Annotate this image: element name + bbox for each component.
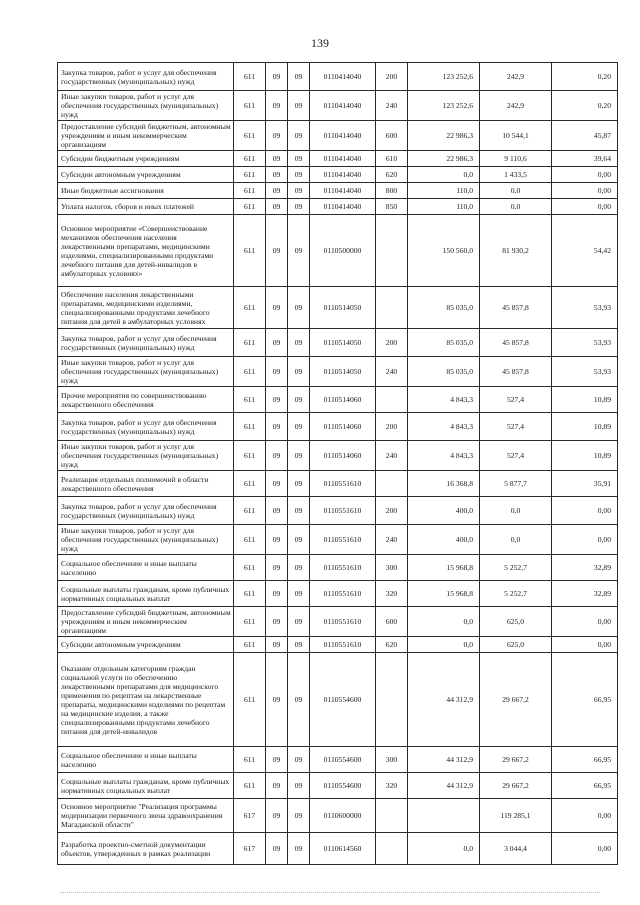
row-grbs: 611: [234, 471, 266, 497]
row-subsection: 09: [288, 441, 310, 471]
row-actual-amount: 0,0: [480, 497, 552, 525]
row-percent: 39,64: [552, 151, 618, 167]
row-target-article: 0110414040: [310, 151, 376, 167]
row-name: Субсидии автономным учреждениям: [58, 167, 234, 183]
row-expense-type: 610: [376, 151, 408, 167]
row-subsection: 09: [288, 653, 310, 747]
row-name: Социальное обеспечение и иные выплаты населению: [58, 555, 234, 581]
table-row: [58, 497, 618, 525]
row-section: 09: [266, 525, 288, 555]
row-percent: 0,20: [552, 63, 618, 91]
row-subsection: 09: [288, 471, 310, 497]
row-name: Субсидии автономным учреждениям: [58, 637, 234, 653]
row-target-article: 0110514060: [310, 413, 376, 441]
row-expense-type: 850: [376, 199, 408, 215]
row-subsection: 09: [288, 151, 310, 167]
row-actual-amount: 0,0: [480, 183, 552, 199]
row-section: 09: [266, 183, 288, 199]
row-actual-amount: 29 667,2: [480, 773, 552, 799]
row-grbs: 611: [234, 497, 266, 525]
row-subsection: 09: [288, 525, 310, 555]
row-percent: 53,93: [552, 357, 618, 387]
row-actual-amount: 1 433,5: [480, 167, 552, 183]
row-grbs: 611: [234, 287, 266, 329]
row-section: 09: [266, 773, 288, 799]
row-grbs: 611: [234, 773, 266, 799]
row-grbs: 611: [234, 215, 266, 287]
row-grbs: 611: [234, 413, 266, 441]
row-plan-amount: 400,0: [408, 525, 480, 555]
row-subsection: 09: [288, 607, 310, 637]
row-expense-type: [376, 287, 408, 329]
row-name: Социальное обеспечение и иные выплаты населению: [58, 747, 234, 773]
row-grbs: 611: [234, 91, 266, 121]
row-grbs: 611: [234, 653, 266, 747]
row-target-article: 0110514050: [310, 357, 376, 387]
row-actual-amount: 527,4: [480, 413, 552, 441]
row-target-article: 0110514060: [310, 441, 376, 471]
row-name: Разработка проектно-сметной документации объектов, утвержденных в рамках реализации: [58, 833, 234, 865]
row-expense-type: 800: [376, 183, 408, 199]
row-name: Социальные выплаты гражданам, кроме публичных нормативных социальных выплат: [58, 581, 234, 607]
row-subsection: 09: [288, 637, 310, 653]
row-section: 09: [266, 199, 288, 215]
row-target-article: 0110414040: [310, 183, 376, 199]
row-expense-type: 240: [376, 357, 408, 387]
row-percent: 0,00: [552, 167, 618, 183]
row-target-article: 0110551610: [310, 581, 376, 607]
table-row: [58, 357, 618, 387]
row-plan-amount: 85 035,0: [408, 287, 480, 329]
row-percent: 0,00: [552, 637, 618, 653]
row-target-article: 0110554600: [310, 653, 376, 747]
row-name: Обеспечение населения лекарственными препаратами, медицинскими изделиями, специализированными продуктами лечебного питания для детей в амбулаторных условиях: [58, 287, 234, 329]
row-grbs: 611: [234, 183, 266, 199]
row-actual-amount: 10 544,1: [480, 121, 552, 151]
row-name: Иные закупки товаров, работ и услуг для обеспечения государственных (муниципальных) нужд: [58, 91, 234, 121]
row-subsection: 09: [288, 199, 310, 215]
row-expense-type: [376, 215, 408, 287]
row-expense-type: 600: [376, 121, 408, 151]
row-section: 09: [266, 329, 288, 357]
row-percent: 0,20: [552, 91, 618, 121]
row-name: Оказание отдельным категориям граждан социальной услуги по обеспечению лекарственными препаратами для медицинского применения по рецептам на лекарственные препараты, медицинскими изделиями по рецептам на медицинские изделия, а также специализированными продуктами лечебного питания для детей-инвалидов: [58, 653, 234, 747]
row-subsection: 09: [288, 555, 310, 581]
row-subsection: 09: [288, 91, 310, 121]
row-plan-amount: 0,0: [408, 167, 480, 183]
row-name: Основное мероприятие "Реализация программы модернизации первичного звена здравоохранения Магаданской области": [58, 799, 234, 833]
row-section: 09: [266, 555, 288, 581]
row-section: 09: [266, 581, 288, 607]
row-grbs: 611: [234, 637, 266, 653]
table-row: [58, 91, 618, 121]
row-name: Предоставление субсидий бюджетным, автономным учреждениям и иным некоммерческим организациям: [58, 607, 234, 637]
table-row: [58, 183, 618, 199]
row-name: Прочие мероприятия по совершенствованию лекарственного обеспечения: [58, 387, 234, 413]
row-percent: 53,93: [552, 287, 618, 329]
row-section: 09: [266, 653, 288, 747]
row-percent: 53,93: [552, 329, 618, 357]
row-plan-amount: 110,0: [408, 199, 480, 215]
row-section: 09: [266, 121, 288, 151]
table-row: [58, 121, 618, 151]
row-section: 09: [266, 833, 288, 865]
row-percent: 66,95: [552, 747, 618, 773]
budget-table-container: [57, 62, 617, 865]
table-row: [58, 151, 618, 167]
row-grbs: 611: [234, 329, 266, 357]
row-plan-amount: 85 035,0: [408, 329, 480, 357]
row-target-article: 0110414040: [310, 63, 376, 91]
row-grbs: 611: [234, 387, 266, 413]
row-name: Иные закупки товаров, работ и услуг для обеспечения государственных (муниципальных) нужд: [58, 441, 234, 471]
row-target-article: 0110600000: [310, 799, 376, 833]
row-section: 09: [266, 413, 288, 441]
row-target-article: 0110554600: [310, 773, 376, 799]
row-plan-amount: 110,0: [408, 183, 480, 199]
row-section: 09: [266, 747, 288, 773]
table-row: [58, 167, 618, 183]
row-plan-amount: 16 368,8: [408, 471, 480, 497]
row-plan-amount: 15 968,8: [408, 581, 480, 607]
row-name: Субсидии бюджетным учреждениям: [58, 151, 234, 167]
row-target-article: 0110500000: [310, 215, 376, 287]
row-subsection: 09: [288, 773, 310, 799]
row-expense-type: [376, 653, 408, 747]
row-subsection: 09: [288, 799, 310, 833]
row-grbs: 611: [234, 525, 266, 555]
row-target-article: 0110551610: [310, 497, 376, 525]
row-actual-amount: 0,0: [480, 199, 552, 215]
row-percent: 0,00: [552, 833, 618, 865]
row-actual-amount: 3 044,4: [480, 833, 552, 865]
row-expense-type: 200: [376, 329, 408, 357]
row-target-article: 0110514060: [310, 387, 376, 413]
row-subsection: 09: [288, 413, 310, 441]
row-percent: 66,95: [552, 653, 618, 747]
row-name: Социальные выплаты гражданам, кроме публичных нормативных социальных выплат: [58, 773, 234, 799]
row-target-article: 0110551610: [310, 555, 376, 581]
row-subsection: 09: [288, 63, 310, 91]
row-expense-type: [376, 833, 408, 865]
row-subsection: 09: [288, 121, 310, 151]
row-actual-amount: 29 667,2: [480, 747, 552, 773]
row-percent: 10,89: [552, 413, 618, 441]
row-actual-amount: 29 667,2: [480, 653, 552, 747]
row-name: Основное мероприятие «Совершенствование механизмов обеспечения населения лекарственными препаратами, медицинскими изделиями, специализированными продуктами лечебного питания для детей-инвалидов в амбулаторных условиях»: [58, 215, 234, 287]
row-plan-amount: 4 843,3: [408, 387, 480, 413]
row-grbs: 617: [234, 799, 266, 833]
row-grbs: 611: [234, 607, 266, 637]
row-expense-type: 320: [376, 773, 408, 799]
row-grbs: 611: [234, 167, 266, 183]
row-actual-amount: 5 252,7: [480, 581, 552, 607]
table-row: [58, 833, 618, 865]
row-actual-amount: 242,9: [480, 91, 552, 121]
row-subsection: 09: [288, 387, 310, 413]
row-actual-amount: 81 930,2: [480, 215, 552, 287]
row-grbs: 611: [234, 581, 266, 607]
row-name: Уплата налогов, сборов и иных платежей: [58, 199, 234, 215]
row-actual-amount: 625,0: [480, 607, 552, 637]
row-actual-amount: 625,0: [480, 637, 552, 653]
row-section: 09: [266, 151, 288, 167]
row-actual-amount: 45 857,8: [480, 287, 552, 329]
table-row: [58, 607, 618, 637]
row-plan-amount: 85 035,0: [408, 357, 480, 387]
table-row: [58, 555, 618, 581]
row-expense-type: 200: [376, 497, 408, 525]
row-grbs: 611: [234, 199, 266, 215]
row-section: 09: [266, 387, 288, 413]
row-percent: 0,00: [552, 497, 618, 525]
row-actual-amount: 242,9: [480, 63, 552, 91]
row-plan-amount: 150 560,0: [408, 215, 480, 287]
row-expense-type: 620: [376, 167, 408, 183]
row-subsection: 09: [288, 747, 310, 773]
row-target-article: 0110551610: [310, 471, 376, 497]
row-percent: 10,89: [552, 441, 618, 471]
row-name: Закупка товаров, работ и услуг для обеспечения государственных (муниципальных) нужд: [58, 413, 234, 441]
row-section: 09: [266, 91, 288, 121]
table-row: [58, 799, 618, 833]
table-row: [58, 287, 618, 329]
row-expense-type: [376, 471, 408, 497]
row-section: 09: [266, 167, 288, 183]
row-name: Иные закупки товаров, работ и услуг для обеспечения государственных (муниципальных) нужд: [58, 525, 234, 555]
row-percent: 45,87: [552, 121, 618, 151]
row-plan-amount: 44 312,9: [408, 653, 480, 747]
row-grbs: 611: [234, 151, 266, 167]
row-expense-type: 240: [376, 441, 408, 471]
row-expense-type: 600: [376, 607, 408, 637]
row-expense-type: 200: [376, 413, 408, 441]
row-plan-amount: [408, 799, 480, 833]
row-name: Закупка товаров, работ и услуг для обеспечения государственных (муниципальных) нужд: [58, 63, 234, 91]
budget-table-body: [58, 63, 618, 865]
table-row: [58, 441, 618, 471]
table-row: [58, 387, 618, 413]
table-row: [58, 773, 618, 799]
row-expense-type: 300: [376, 555, 408, 581]
table-row: [58, 63, 618, 91]
row-section: 09: [266, 357, 288, 387]
row-plan-amount: 0,0: [408, 637, 480, 653]
row-subsection: 09: [288, 357, 310, 387]
row-target-article: 0110614560: [310, 833, 376, 865]
row-target-article: 0110551610: [310, 525, 376, 555]
row-actual-amount: 5 877,7: [480, 471, 552, 497]
row-actual-amount: 527,4: [480, 441, 552, 471]
row-percent: 66,95: [552, 773, 618, 799]
row-section: 09: [266, 497, 288, 525]
table-row: [58, 581, 618, 607]
row-grbs: 611: [234, 441, 266, 471]
row-name: Предоставление субсидий бюджетным, автономным учреждениям и иным некоммерческим организациям: [58, 121, 234, 151]
row-plan-amount: 22 986,3: [408, 121, 480, 151]
row-section: 09: [266, 637, 288, 653]
row-percent: 0,00: [552, 183, 618, 199]
row-actual-amount: 45 857,8: [480, 357, 552, 387]
row-grbs: 617: [234, 833, 266, 865]
row-target-article: 0110514050: [310, 287, 376, 329]
row-expense-type: 620: [376, 637, 408, 653]
table-row: [58, 747, 618, 773]
row-actual-amount: 0,0: [480, 525, 552, 555]
row-section: 09: [266, 799, 288, 833]
row-plan-amount: 123 252,6: [408, 63, 480, 91]
row-actual-amount: 45 857,8: [480, 329, 552, 357]
table-row: [58, 215, 618, 287]
row-plan-amount: 0,0: [408, 607, 480, 637]
table-row: [58, 413, 618, 441]
row-expense-type: 240: [376, 525, 408, 555]
table-row: [58, 329, 618, 357]
row-expense-type: [376, 387, 408, 413]
table-row: [58, 653, 618, 747]
budget-table: [57, 62, 618, 865]
row-name: Закупка товаров, работ и услуг для обеспечения государственных (муниципальных) нужд: [58, 329, 234, 357]
table-row: [58, 637, 618, 653]
row-grbs: 611: [234, 63, 266, 91]
row-plan-amount: 15 968,8: [408, 555, 480, 581]
row-target-article: 0110414040: [310, 199, 376, 215]
row-target-article: 0110414040: [310, 91, 376, 121]
row-grbs: 611: [234, 357, 266, 387]
row-plan-amount: 4 843,3: [408, 413, 480, 441]
row-target-article: 0110414040: [310, 121, 376, 151]
row-plan-amount: 22 986,3: [408, 151, 480, 167]
row-plan-amount: 4 843,3: [408, 441, 480, 471]
row-target-article: 0110551610: [310, 607, 376, 637]
table-row: [58, 525, 618, 555]
row-section: 09: [266, 287, 288, 329]
row-subsection: 09: [288, 581, 310, 607]
row-name: Реализация отдельных полномочий в области лекарственного обеспечения: [58, 471, 234, 497]
row-percent: 0,00: [552, 607, 618, 637]
row-target-article: 0110554600: [310, 747, 376, 773]
row-actual-amount: 9 110,6: [480, 151, 552, 167]
table-row: [58, 199, 618, 215]
row-plan-amount: 44 312,9: [408, 773, 480, 799]
row-percent: 32,89: [552, 555, 618, 581]
row-percent: 35,91: [552, 471, 618, 497]
row-section: 09: [266, 471, 288, 497]
row-actual-amount: 527,4: [480, 387, 552, 413]
row-plan-amount: 123 252,6: [408, 91, 480, 121]
row-subsection: 09: [288, 833, 310, 865]
row-section: 09: [266, 215, 288, 287]
table-row: [58, 471, 618, 497]
row-grbs: 611: [234, 121, 266, 151]
row-percent: 0,00: [552, 199, 618, 215]
row-percent: 32,89: [552, 581, 618, 607]
row-grbs: 611: [234, 555, 266, 581]
row-expense-type: 300: [376, 747, 408, 773]
row-grbs: 611: [234, 747, 266, 773]
row-expense-type: 240: [376, 91, 408, 121]
row-target-article: 0110514050: [310, 329, 376, 357]
row-plan-amount: 44 312,9: [408, 747, 480, 773]
row-plan-amount: 400,0: [408, 497, 480, 525]
row-target-article: 0110551610: [310, 637, 376, 653]
row-expense-type: [376, 799, 408, 833]
row-name: Иные закупки товаров, работ и услуг для обеспечения государственных (муниципальных) нужд: [58, 357, 234, 387]
row-subsection: 09: [288, 183, 310, 199]
row-name: Закупка товаров, работ и услуг для обеспечения государственных (муниципальных) нужд: [58, 497, 234, 525]
row-subsection: 09: [288, 287, 310, 329]
row-expense-type: 200: [376, 63, 408, 91]
row-plan-amount: 0,0: [408, 833, 480, 865]
row-percent: 0,00: [552, 799, 618, 833]
row-actual-amount: 119 285,1: [480, 799, 552, 833]
row-percent: 0,00: [552, 525, 618, 555]
row-actual-amount: 5 252,7: [480, 555, 552, 581]
row-name: Иные бюджетные ассигнования: [58, 183, 234, 199]
row-percent: 10,89: [552, 387, 618, 413]
row-section: 09: [266, 63, 288, 91]
row-section: 09: [266, 607, 288, 637]
row-target-article: 0110414040: [310, 167, 376, 183]
footer-divider: [60, 892, 600, 893]
page-number: 139: [311, 36, 329, 50]
row-subsection: 09: [288, 215, 310, 287]
row-subsection: 09: [288, 167, 310, 183]
row-subsection: 09: [288, 497, 310, 525]
row-subsection: 09: [288, 329, 310, 357]
row-percent: 54,42: [552, 215, 618, 287]
row-expense-type: 320: [376, 581, 408, 607]
row-section: 09: [266, 441, 288, 471]
